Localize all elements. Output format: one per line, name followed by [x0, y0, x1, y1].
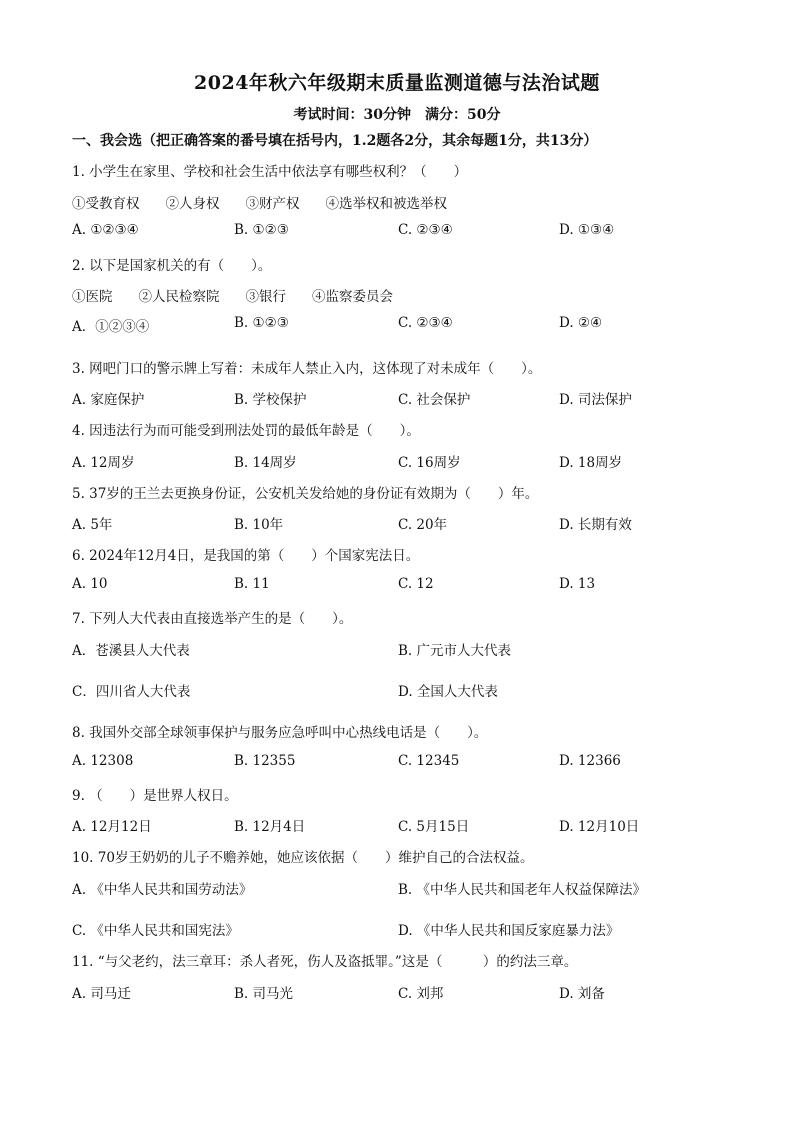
- option-b: B. 12月4日: [234, 819, 306, 835]
- option-c: C. 16周岁: [398, 455, 461, 471]
- question-11: 11. “与父老约，法三章耳：杀人者死，伤人及盗抵罪。”这是（ ）的约法三章。: [72, 954, 578, 970]
- option-c: C. ②③④: [398, 222, 453, 238]
- question-9: 9. （ ）是世界人权日。: [72, 788, 238, 804]
- option-a: A．苍溪县人大代表: [72, 643, 190, 659]
- item: ③银行: [245, 289, 286, 305]
- question-2-options: [72, 315, 772, 335]
- question-1: 1. 小学生在家里、学校和社会生活中依法享有哪些权利？（ ）: [72, 164, 468, 180]
- question-10-options-ab: [72, 878, 772, 898]
- option-d: D. 刘备: [559, 986, 605, 1002]
- option-b: B. 11: [234, 576, 270, 592]
- option-b: B. 《中华人民共和国老年人权益保障法》: [398, 882, 647, 898]
- option-c: C. ②③④: [398, 315, 453, 331]
- question-5-options: [72, 513, 772, 533]
- option-c: C. 12: [398, 576, 434, 592]
- option-c: C. 12345: [398, 753, 460, 769]
- question-7-options-cd: [72, 680, 772, 700]
- question-6: 6. 2024年12月4日，是我国的第（ ）个国家宪法日。: [72, 548, 420, 564]
- option-a: A. 12周岁: [72, 455, 135, 471]
- option-a: A. 家庭保护: [72, 392, 145, 408]
- option-d: D. 司法保护: [559, 392, 632, 408]
- option-c: C. 《中华人民共和国宪法》: [72, 923, 239, 939]
- option-d: D. 13: [559, 576, 596, 592]
- question-4-options: [72, 451, 772, 471]
- question-8: 8. 我国外交部全球领事保护与服务应急呼叫中心热线电话是（ ）。: [72, 725, 488, 741]
- option-b: B. 12355: [234, 753, 296, 769]
- question-3-options: [72, 388, 772, 408]
- question-10-options-cd: [72, 919, 772, 939]
- option-d: D. 12366: [559, 753, 621, 769]
- option-a: A. ①②③④: [72, 222, 139, 238]
- question-3: 3. 网吧门口的警示牌上写着：未成年人禁止入内，这体现了对未成年（ ）。: [72, 361, 542, 377]
- option-d: D. 12月10日: [559, 819, 640, 835]
- item: ④选举权和被选举权: [325, 196, 447, 212]
- item: ③财产权: [245, 196, 300, 212]
- option-d: D. ①③④: [559, 222, 615, 238]
- option-b: B. 学校保护: [234, 392, 307, 408]
- option-a: A. 5年: [72, 517, 113, 533]
- question-8-options: [72, 753, 772, 773]
- option-a: A. 《中华人民共和国劳动法》: [72, 882, 253, 898]
- question-1-items: [72, 192, 473, 212]
- question-2-items: [72, 285, 419, 305]
- option-b: B. 10年: [234, 517, 284, 533]
- item: ①医院: [72, 289, 113, 305]
- option-a: A. 司马迁: [72, 986, 131, 1002]
- question-7: 7. 下列人大代表由直接选举产生的是（ ）。: [72, 611, 353, 627]
- item: ④监察委员会: [312, 289, 393, 305]
- option-d: D. 全国人大代表: [398, 684, 498, 700]
- option-b: B. ①②③: [234, 315, 289, 331]
- question-10: 10. 70岁王奶奶的儿子不赡养她，她应该依据（ ）维护自己的合法权益。: [72, 850, 534, 866]
- option-c: C. 社会保护: [398, 392, 471, 408]
- page-title: 2024年秋六年级期末质量监测道德与法治试题: [194, 72, 600, 94]
- question-4: 4. 因违法行为而可能受到刑法处罚的最低年龄是（ ）。: [72, 423, 420, 439]
- option-a: A. 10: [72, 576, 108, 592]
- item: ②人民检察院: [138, 289, 220, 305]
- question-2: 2. 以下是国家机关的有（ ）。: [72, 258, 272, 274]
- option-b: B. 14周岁: [234, 455, 297, 471]
- item: ②人身权: [165, 196, 220, 212]
- option-a: A．①②③④: [72, 319, 150, 335]
- option-b: B. 广元市人大代表: [398, 643, 512, 659]
- option-d: D. 长期有效: [559, 517, 632, 533]
- exam-info: 考试时间：30分钟 满分：50分: [293, 107, 501, 123]
- question-7-options-ab: [72, 639, 772, 659]
- option-b: B. ①②③: [234, 222, 289, 238]
- option-b: B. 司马光: [234, 986, 294, 1002]
- section-heading: 一、我会选（把正确答案的番号填在括号内，1.2题各2分，其余每题1分，共13分）: [72, 133, 598, 149]
- question-9-options: [72, 815, 772, 835]
- option-c: C. 20年: [398, 517, 448, 533]
- option-c: C. 5月15日: [398, 819, 470, 835]
- option-c: C．四川省人大代表: [72, 684, 191, 700]
- option-d: D. 《中华人民共和国反家庭暴力法》: [398, 923, 620, 939]
- option-d: D. 18周岁: [559, 455, 623, 471]
- option-a: A. 12月12日: [72, 819, 152, 835]
- question-11-options: [72, 982, 772, 1002]
- question-5: 5. 37岁的王兰去更换身份证，公安机关发给她的身份证有效期为（ ）年。: [72, 486, 539, 502]
- option-c: C. 刘邦: [398, 986, 444, 1002]
- item: ①受教育权: [72, 196, 140, 212]
- question-1-options: [72, 222, 772, 242]
- question-6-options: [72, 576, 772, 596]
- option-a: A. 12308: [72, 753, 134, 769]
- option-d: D. ②④: [559, 315, 603, 331]
